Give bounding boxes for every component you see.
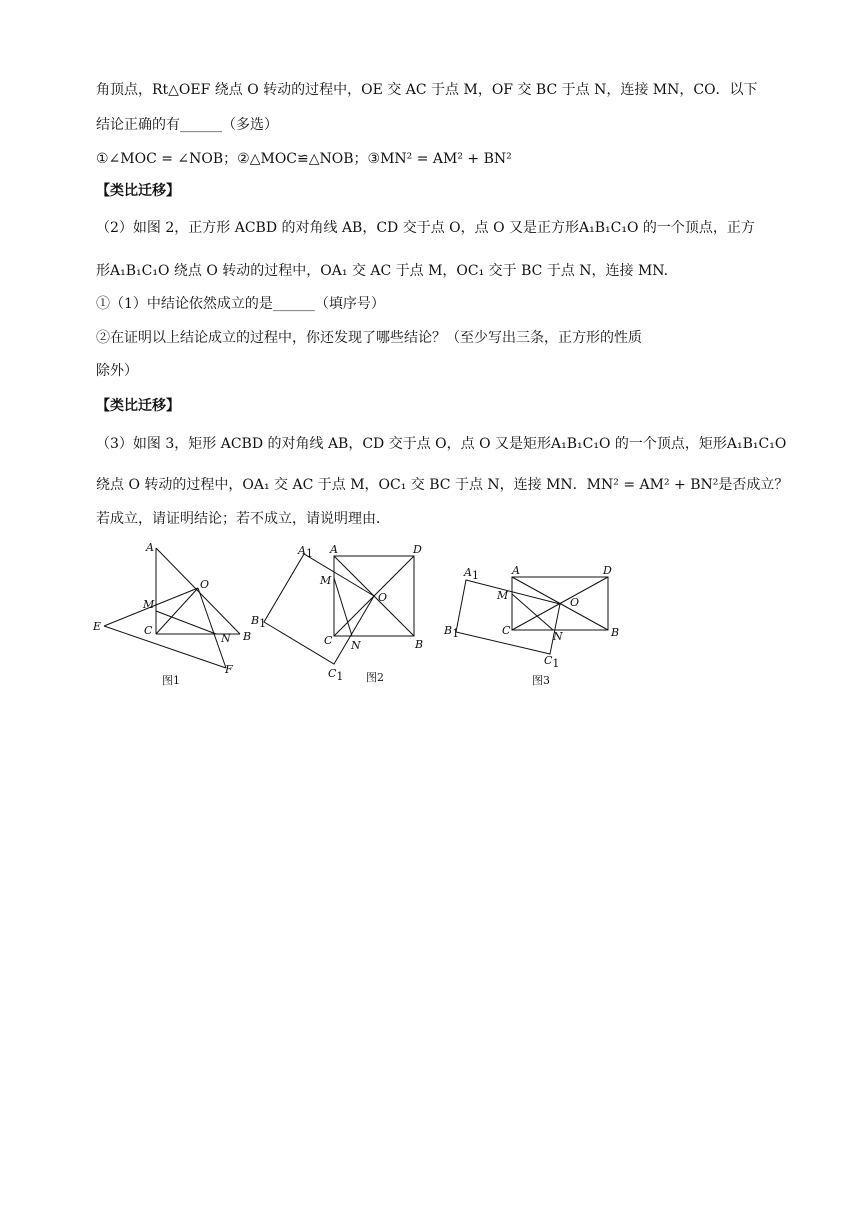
- fig3-label-m: M: [497, 589, 509, 602]
- fig3-label-d: D: [603, 564, 612, 577]
- text-line-5: （2）如图 2，正方形 ACBD 的对角线 AB，CD 交于点 O，点 O 又是正方形A₁B₁C₁O 的一个顶点，正方: [96, 220, 755, 236]
- text-line-1: 角顶点，Rt△OEF 绕点 O 转动的过程中，OE 交 AC 于点 M，OF 交 BC 于点 N，连接 MN，CO．以下: [96, 82, 758, 98]
- fig2-label-d: D: [413, 543, 422, 556]
- fig2-label-c: C: [324, 634, 333, 647]
- text-line-6: 形A₁B₁C₁O 绕点 O 转动的过程中，OA₁ 交 AC 于点 M，OC₁ 交于 BC 于点 N，连接 MN.: [96, 263, 669, 279]
- fig2-caption: 图2: [366, 671, 384, 684]
- fig2-label-a1: A1: [298, 544, 313, 560]
- figure-2: [248, 538, 438, 688]
- fig1-segment-co: [156, 588, 198, 634]
- fig1-segment-ab: [156, 548, 240, 634]
- text-line-8: ②在证明以上结论成立的过程中，你还发现了哪些结论？（至少写出三条，正方形的性质: [96, 330, 642, 346]
- fig1-label-c: C: [144, 624, 153, 637]
- fig1-label-o: O: [200, 578, 210, 591]
- fig2-label-m: M: [320, 574, 332, 587]
- fig2-label-n: N: [351, 639, 361, 652]
- fig3-label-o: O: [570, 596, 580, 609]
- fig1-label-e: E: [93, 620, 102, 633]
- text-line-3: ①∠MOC = ∠NOB；②△MOC≌△NOB；③MN² = AM² + BN²: [96, 151, 512, 167]
- fig1-label-m: M: [143, 598, 155, 611]
- section-heading-analogy-1: 【类比迁移】: [96, 183, 180, 199]
- fig3-label-c: C: [502, 624, 511, 637]
- fig1-label-n: N: [221, 632, 231, 645]
- fig3-caption: 图3: [532, 674, 550, 687]
- text-line-7: ①（1）中结论依然成立的是______（填序号）: [96, 296, 385, 312]
- text-line-11: （3）如图 3，矩形 ACBD 的对角线 AB，CD 交于点 O，点 O 又是矩形A₁B₁C₁O 的一个顶点，矩形A₁B₁C₁O: [96, 436, 787, 452]
- fig3-segment-mn: [512, 594, 553, 630]
- fig2-label-b1: B1: [251, 614, 267, 630]
- text-line-12: 绕点 O 转动的过程中，OA₁ 交 AC 于点 M，OC₁ 交 BC 于点 N，连接 MN．MN² = AM² + BN²是否成立？: [96, 477, 789, 493]
- fig3-label-a1: A1: [464, 566, 479, 582]
- fig1-segment-of: [198, 588, 226, 668]
- fig3-label-a: A: [512, 564, 520, 577]
- fig3-label-b: B: [611, 626, 620, 639]
- fig3-label-c1: C1: [544, 654, 560, 670]
- fig2-label-c1: C1: [328, 667, 344, 683]
- fig1-label-b: B: [243, 630, 252, 643]
- fig3-label-b1: B1: [444, 624, 460, 640]
- fig2-label-a: A: [330, 543, 338, 556]
- fig3-label-n: N: [553, 630, 563, 643]
- fig2-label-o: O: [378, 591, 388, 604]
- text-line-2: 结论正确的有______（多选）: [96, 117, 278, 133]
- fig1-label-a: A: [146, 541, 154, 554]
- fig1-caption: 图1: [162, 674, 180, 687]
- text-line-13: 若成立，请证明结论；若不成立，请说明理由．: [96, 511, 390, 527]
- fig2-label-b: B: [415, 638, 424, 651]
- figure-1: [90, 538, 270, 694]
- figure-3: [440, 556, 630, 691]
- fig1-segment-ef: [104, 626, 226, 668]
- section-heading-analogy-2: 【类比迁移】: [96, 398, 180, 414]
- text-line-9: 除外）: [96, 363, 138, 379]
- fig1-label-f: F: [225, 663, 233, 676]
